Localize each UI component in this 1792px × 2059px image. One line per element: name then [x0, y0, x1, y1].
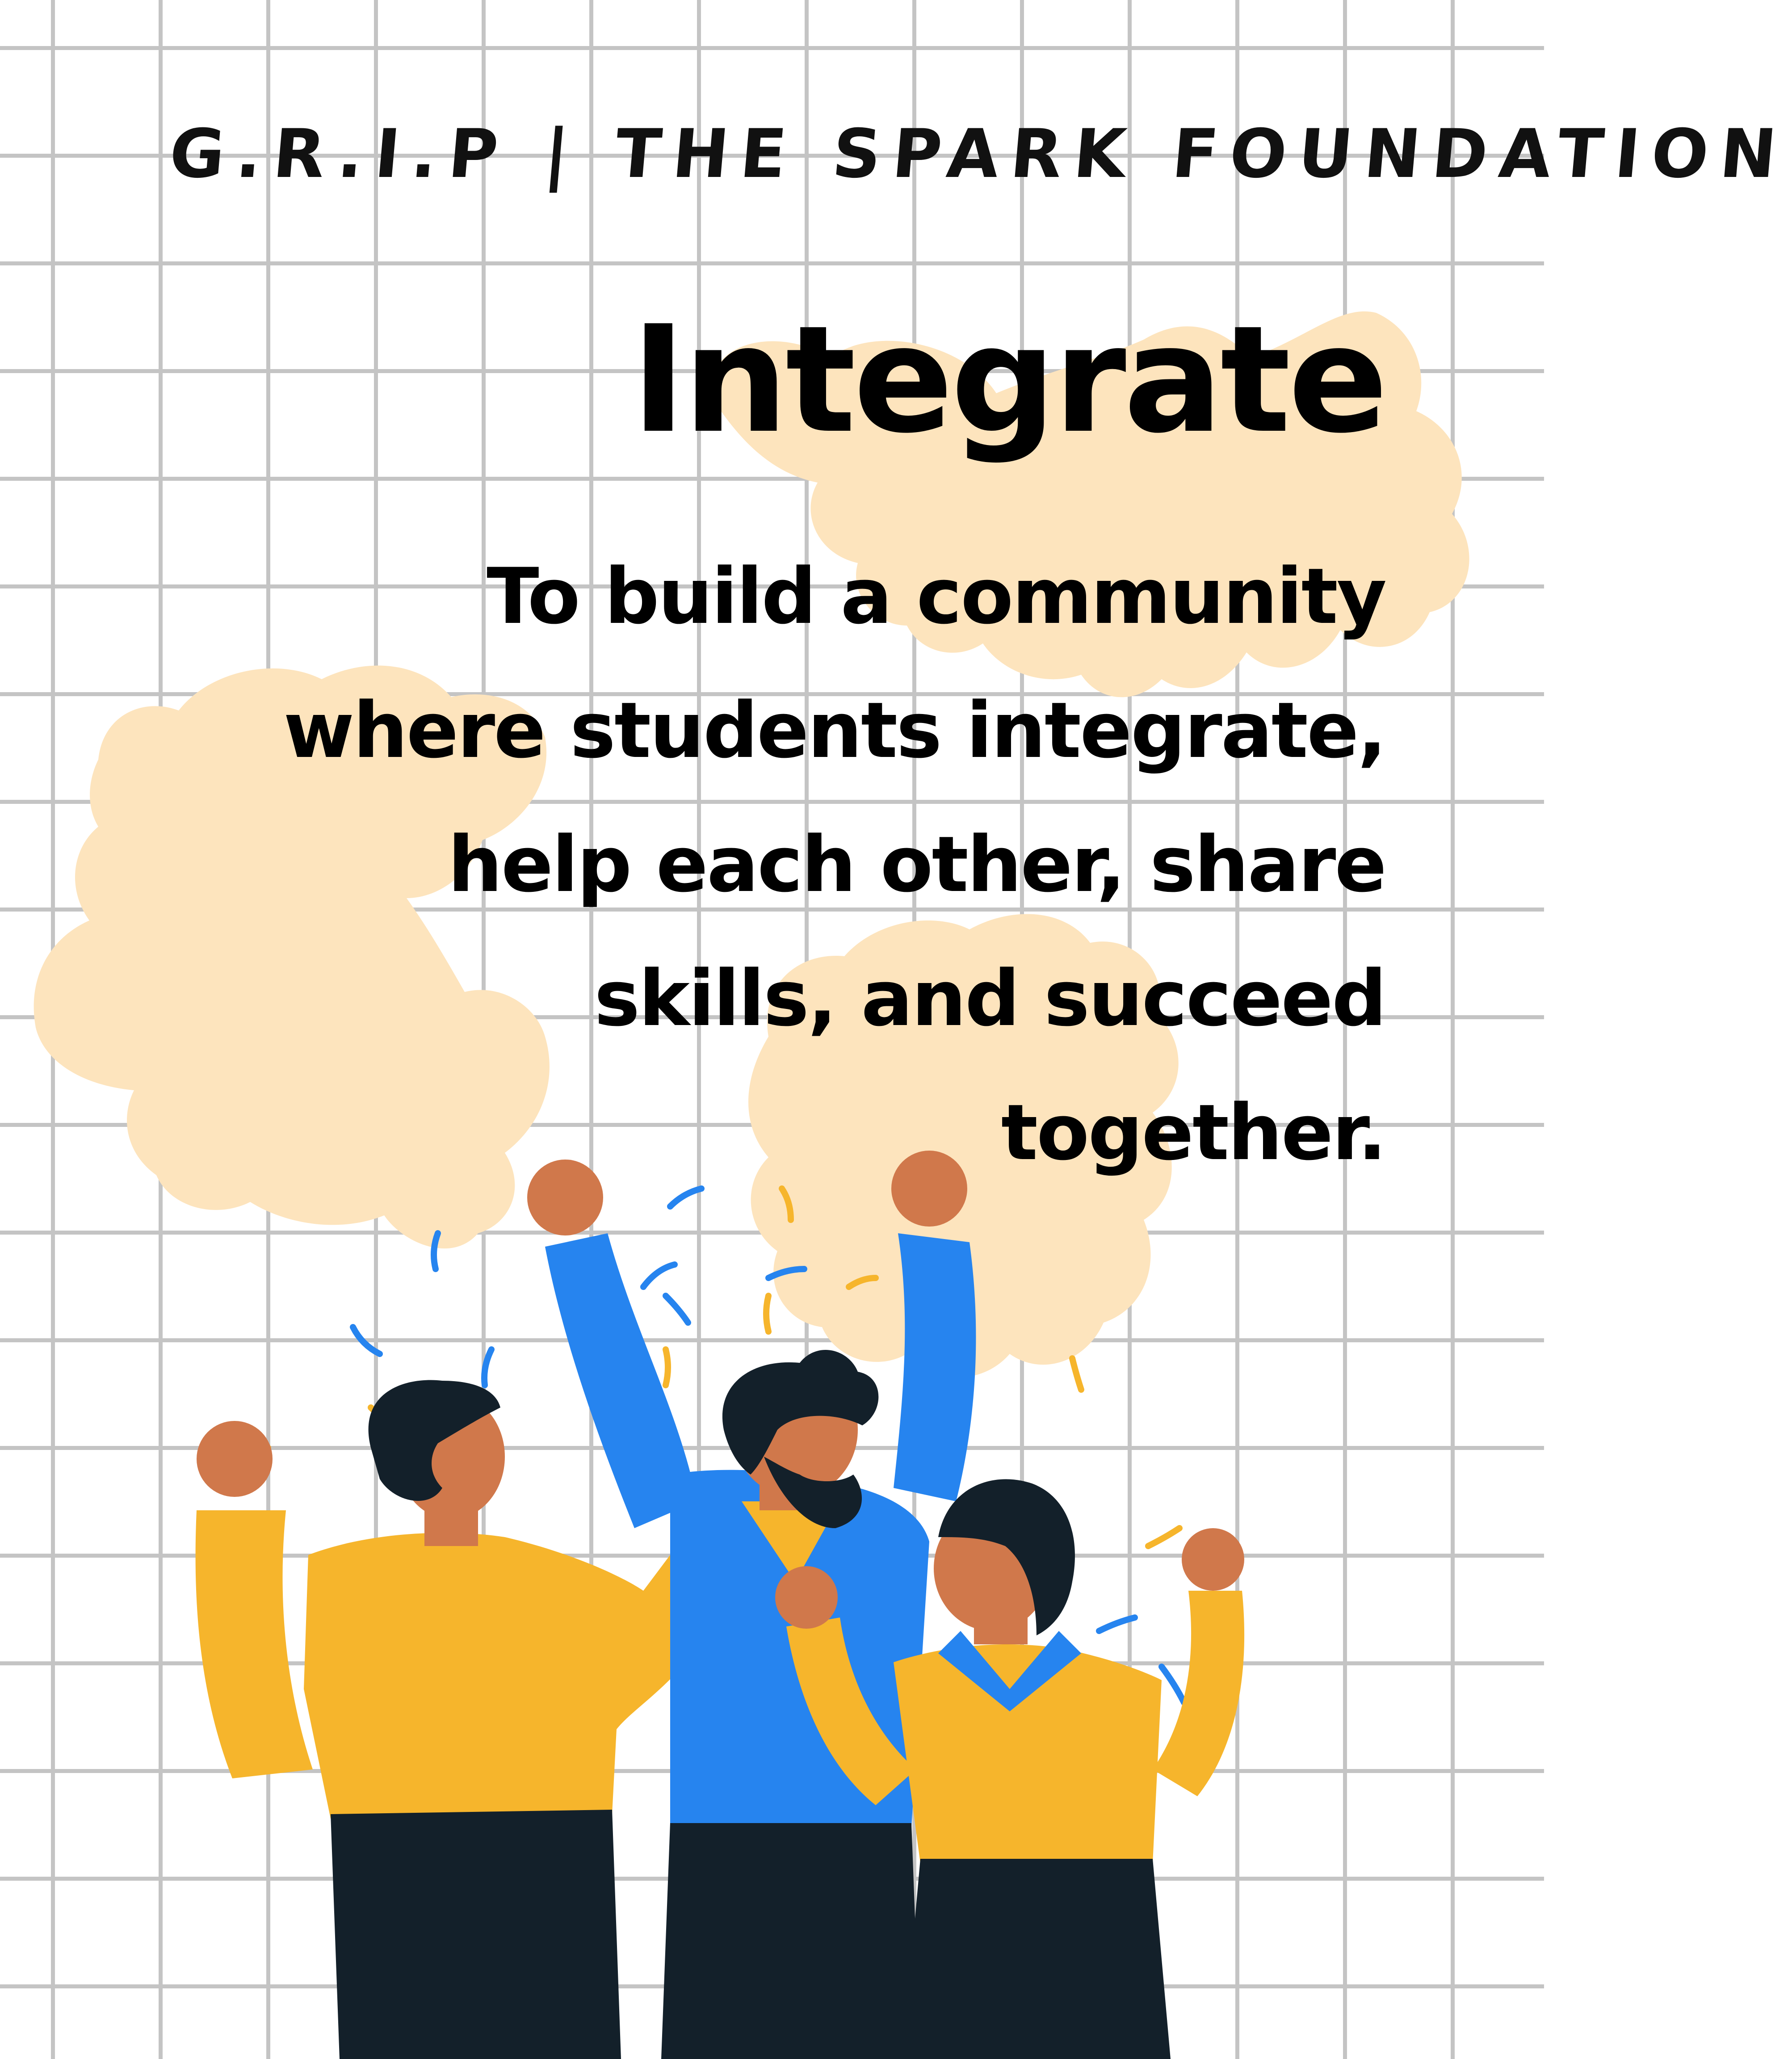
- middle-person-right-arm: [894, 1233, 976, 1501]
- middle-person-pants: [661, 1823, 920, 2059]
- description-line: To build a community: [487, 551, 1385, 641]
- right-person-right-fist: [1182, 1528, 1244, 1591]
- right-person-pants: [902, 1859, 1171, 2059]
- description-line: where students integrate,: [283, 685, 1385, 775]
- middle-person-left-fist: [527, 1160, 603, 1235]
- right-person-left-fist: [775, 1566, 838, 1629]
- page-title: Integrate: [631, 294, 1385, 466]
- left-person-arm: [196, 1510, 313, 1778]
- right-person-right-arm: [1153, 1591, 1244, 1796]
- left-person-fist: [197, 1421, 273, 1497]
- left-person-pants: [331, 1810, 621, 2059]
- left-person-body: [304, 1519, 715, 1819]
- description-line: skills, and succeed: [594, 954, 1385, 1043]
- middle-person-right-fist: [891, 1151, 967, 1227]
- description-line: help each other, share: [448, 819, 1385, 909]
- brand-title: G.R.I.P | THE SPARK FOUNDATION: [166, 115, 1792, 193]
- description-line: together.: [1001, 1088, 1385, 1177]
